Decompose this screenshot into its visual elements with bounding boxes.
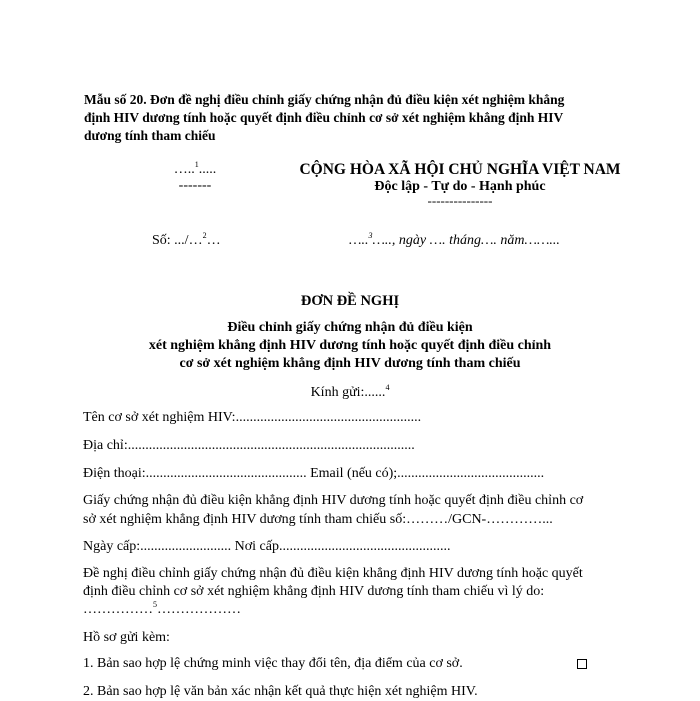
address-field: Địa chỉ:.................................................................................. — [83, 438, 415, 453]
motto-divider: --------------- — [427, 193, 493, 208]
form-title-line-1: Mẫu số 20. Đơn đề nghị điều chỉnh giấy chứng nhận đủ điều kiện xét nghiệm khẳng — [84, 92, 565, 107]
footnote-marker: 2 — [202, 231, 207, 240]
form-title-line-2: định HIV dương tính hoặc quyết định điều chỉnh cơ sở xét nghiệm khẳng định HIV — [84, 110, 564, 125]
nation-title: CỘNG HÒA XÃ HỘI CHỦ NGHĨA VIỆT NAM — [299, 161, 621, 178]
document-title: ĐƠN ĐỀ NGHỊ — [300, 293, 400, 309]
recipient: Kính gửi:......$^4$ — [310, 383, 390, 400]
request-line-1: Đề nghị điều chỉnh giấy chứng nhận đủ điều kiện khẳng định HIV dương tính hoặc quyết — [83, 566, 583, 581]
attachment-item-2: 2. Bản sao hợp lệ văn bản xác nhận kết quả thực hiện xét nghiệm HIV. — [83, 684, 478, 699]
place-and-date: …..$^3$….., ngày …. tháng…. năm……... — [349, 231, 560, 248]
nation-motto: Độc lập - Tự do - Hạnh phúc — [374, 179, 546, 194]
certificate-field-line-2: sở xét nghiệm khẳng định HIV dương tính tham chiếu số:………/GCN-…………... — [83, 512, 553, 527]
phone-email-field: Điện thoại:.............................................. Email (nếu có);.......................................... — [83, 466, 545, 481]
attachment-item-1: 1. Bản sao hợp lệ chứng minh việc thay đổi tên, địa điểm của cơ sở. — [83, 656, 463, 671]
footnote-marker: 3 — [368, 231, 373, 240]
issue-date-place-field: Ngày cấp:.......................... Nơi cấp................................................. — [83, 539, 451, 554]
reason-field: ……………$^5$……………… — [83, 600, 241, 617]
footnote-marker: 5 — [153, 600, 157, 609]
document-subtitle-line-3: cơ sở xét nghiệm khẳng định HIV dương tính tham chiếu — [179, 356, 521, 371]
form-title-line-3: dương tính tham chiếu — [84, 128, 216, 143]
organization-placeholder: …..$^1$..... — [173, 160, 217, 177]
certificate-field-line-1: Giấy chứng nhận đủ điều kiện khẳng định HIV dương tính hoặc quyết định điều chỉnh cơ — [83, 493, 584, 508]
attachments-label: Hồ sơ gửi kèm: — [83, 630, 170, 645]
document-subtitle-line-2: xét nghiệm khẳng định HIV dương tính hoặc quyết định điều chỉnh — [148, 338, 552, 353]
footnote-marker: 1 — [194, 160, 199, 169]
checkbox-icon[interactable] — [577, 659, 587, 669]
document-number: Số: .../…$^2$… — [152, 231, 221, 248]
request-line-2: định điều chỉnh cơ sở xét nghiệm khẳng định HIV dương tính tham chiếu vì lý do: — [83, 584, 545, 599]
document-subtitle-line-1: Điều chỉnh giấy chứng nhận đủ điều kiện — [227, 320, 473, 335]
facility-name-field: Tên cơ sở xét nghiệm HIV:..................................................... — [83, 410, 422, 425]
organization-divider: ------- — [178, 178, 212, 193]
footnote-marker: 4 — [385, 383, 390, 392]
